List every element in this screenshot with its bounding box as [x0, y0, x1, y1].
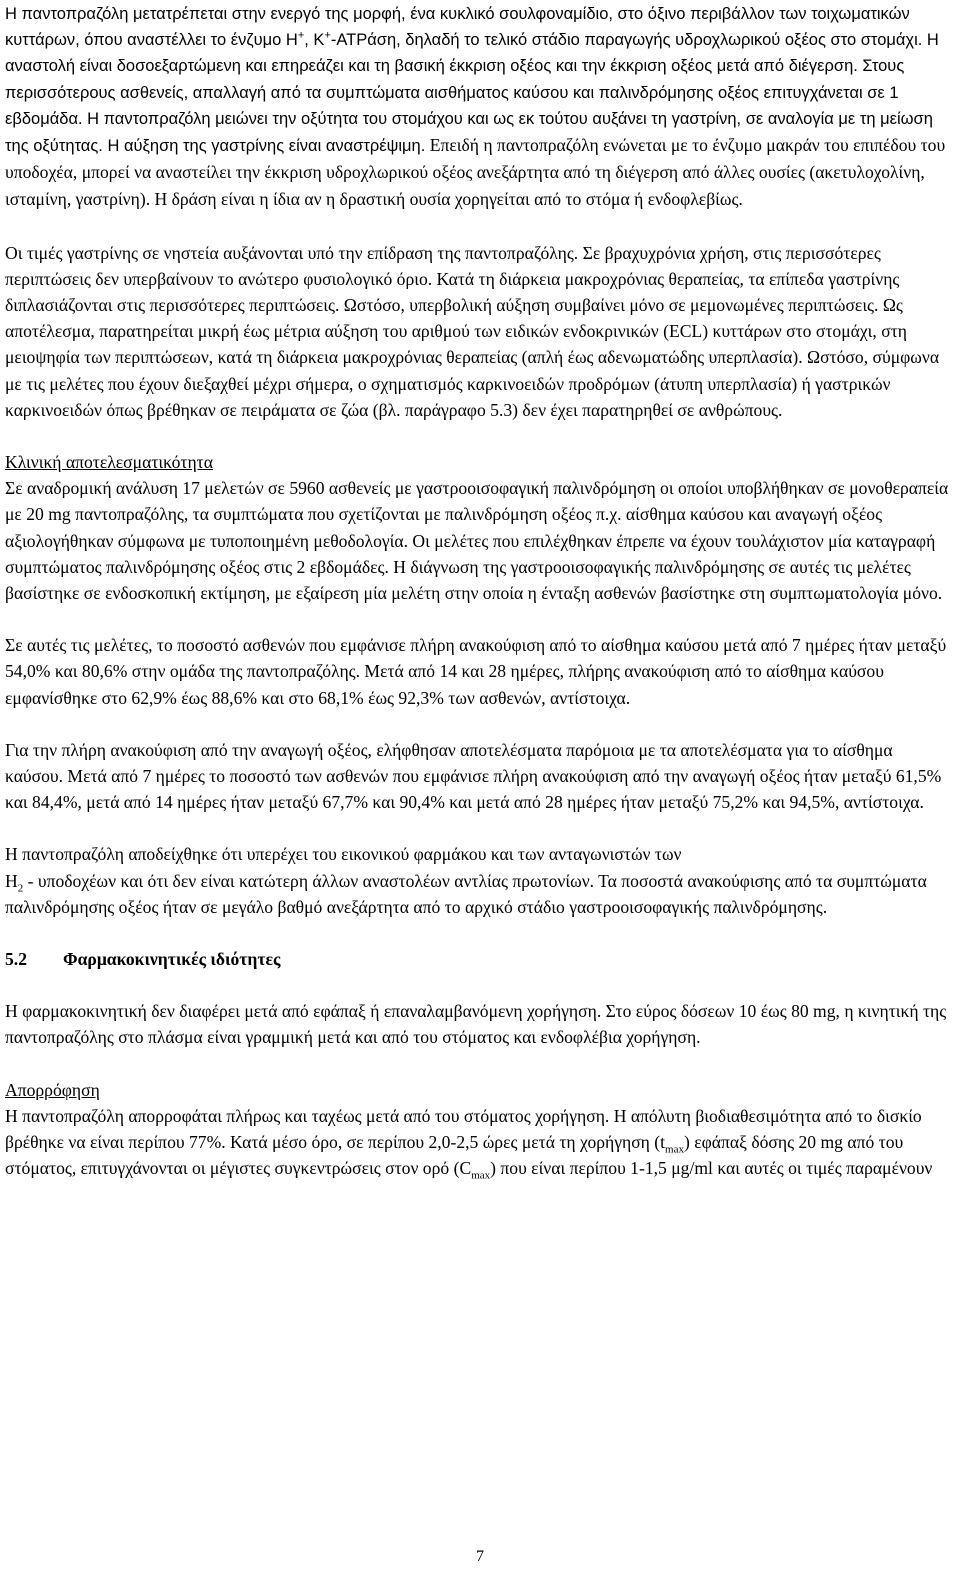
text-segment: Η παντοπραζόλη απορροφάται πλήρως και ταχέως μετά από του στόματος χορήγηση. Η απόλυτη βιοδιαθεσιμότητα από το δισκίο βρέθηκε να είναι περίπου 77%. Κατά μέσο όρο, σε περίπου 2,0-2,5 ώρες μετά τη χορήγηση (t — [5, 1105, 922, 1152]
comparison-paragraph — [5, 841, 953, 920]
subscript: 2 — [17, 882, 24, 895]
section-number: 5.2 — [5, 949, 27, 970]
text-segment: Επειδή η παντοπραζόλη ενώνεται με το ένζυμο μακράν του επιπέδου του υποδοχέα, μπορεί να αναστείλει την έκκριση υδροχλωρικού οξέος ανεξάρτητα από τη διέγερση από άλλες ουσίες (ακετυλοχολίνη, ισταμίνη, γαστρίνη). Η δράση είναι η ίδια αν η δραστική ουσία χορηγείται από το στόμα ή ενδοφλεβίως. — [5, 135, 946, 210]
absorption-heading: Απορρόφηση — [5, 1079, 100, 1100]
section-title: Φαρμακοκινητικές ιδιότητες — [63, 949, 281, 970]
superscript: + — [297, 29, 305, 42]
text-segment: Η παντοπραζόλη μετατρέπεται στην ενεργό της μορφή, ένα κυκλικό σουλφοναμίδιο, στο όξινο περιβάλλον των τοιχωματικών κυττάρων, όπου αναστέλλει το ένζυμο Η — [5, 5, 910, 50]
clinical-efficacy-paragraph: Σε αναδρομική ανάλυση 17 μελετών σε 5960 ασθενείς με γαστροοισοφαγική παλινδρόμηση οι οποίοι υποβλήθηκαν σε μονοθεραπεία με 20 mg παντοπραζόλης, τα συμπτώματα που σχετίζονται με παλινδρόμηση οξέος π.χ. αίσθημα καύσου και αναγωγή οξέος αξιολογήθηκαν σύμφωνα με τυποποιημένη μεθοδολογία. Οι μελέτες που επιλέχθηκαν έπρεπε να έχουν τουλάχιστον μία καταγραφή συμπτώματος παλινδρόμησης οξέος στις 2 εβδομάδες. Η διάγνωση της γαστροοισοφαγικής παλινδρόμησης σε αυτές τις μελέτες βασίστηκε σε ενδοσκοπική εκτίμηση, με εξαίρεση μία μελέτη στην οποία η ένταξη ασθενών βασίστηκε στη συμπτωματολογία μόνο. — [5, 478, 949, 604]
subscript: max — [471, 1169, 491, 1182]
gastrin-paragraph: Οι τιμές γαστρίνης σε νηστεία αυξάνονται υπό την επίδραση της παντοπραζόλης. Σε βραχυχρόνια χρήση, στις περισσότερες περιπτώσεις δεν υπερβαίνουν το ανώτερο φυσιολογικό όριο. Κατά τη διάρκεια μακροχρόνιας θεραπείας, τα επίπεδα γαστρίνης διπλασιάζονται στις περισσότερες περιπτώσεις. Ωστόσο, υπερβολική αύξηση συμβαίνει μόνο σε μεμονωμένες περιπτώσεις. Ως αποτέλεσμα, παρατηρείται μικρή έως μέτρια αύξηση του αριθμού των ειδικών ενδοκρινικών (ECL) κυττάρων στο στομάχι, στη μειοψηφία των περιπτώσεων, κατά τη διάρκεια μακροχρόνιας θεραπείας (απλή έως αδενωματώδης υπερπλασία). Ωστόσο, σύμφωνα με τις μελέτες που έχουν διεξαχθεί μέχρι σήμερα, ο σχηματισμός καρκινοειδών προδρόμων (άτυπη υπερπλασία) ή γαστρικών καρκινοειδών όπως βρέθηκαν σε πειράματα σε ζώα (βλ. παράγραφο 5.3) δεν έχει παρατηρηθεί σε ανθρώπους. — [5, 242, 940, 420]
text-segment: -ΑΤΡάση, δηλαδή το τελικό στάδιο παραγωγής υδροχλωρικού οξέος στο στομάχι. Η αναστολή είναι δοσοεξαρτώμενη και επηρεάζει και τη βασική έκκριση οξέος και την έκκριση οξέος μετά από διέγερση. Στους περισσότερους ασθενείς, απαλλαγή από τα συμπτώματα αισθήματος καύσου και παλινδρόμησης οξέος επιτυγχάνεται σε 1 εβδομάδα. Η παντοπραζόλη μειώνει την οξύτητα του στομάχου και ως εκ τούτου αυξάνει τη γαστρίνη, σε αναλογία με τη μείωση της οξύτητας. Η αύξηση της γαστρίνης είναι αναστρέψιμη. — [5, 31, 939, 156]
pharmacokinetics-paragraph: Η φαρμακοκινητική δεν διαφέρει μετά από εφάπαξ ή επαναλαμβανόμενη χορήγηση. Στο εύρος δόσεων 10 έως 80 mg, η κινητική της παντοπραζόλης στο πλάσμα είναι γραμμική μετά και από του στόματος και ενδοφλέβια χορήγηση. — [5, 1001, 947, 1048]
text-segment: Η παντοπραζόλη αποδείχθηκε ότι υπερέχει του εικονικού φαρμάκου και των ανταγωνιστών των — [5, 844, 682, 865]
clinical-efficacy-heading: Κλινική αποτελεσματικότητα — [5, 452, 213, 473]
text-segment: - υποδοχέων και ότι δεν είναι κατώτερη άλλων αναστολέων αντλίας πρωτονίων. Τα ποσοστά ανακούφισης από τα συμπτώματα παλινδρόμησης οξέος ήταν σε μεγάλο βαθμό ανεξάρτητα από το αρχικό στάδιο γαστροοισοφαγικής παλινδρόμησης. — [5, 870, 927, 917]
page-number: 7 — [476, 1548, 484, 1565]
regurgitation-relief-paragraph: Για την πλήρη ανακούφιση από την αναγωγή οξέος, ελήφθησαν αποτελέσματα παρόμοια με τα αποτελέσματα για το αίσθημα καύσου. Μετά από 7 ημέρες το ποσοστό των ασθενών που εμφάνισε πλήρη ανακούφιση από την αναγωγή οξέος ήταν μεταξύ 61,5% και 84,4%, μετά από 14 ημέρες ήταν μεταξύ 67,7% και 90,4% και μετά από 28 ημέρες ήταν μεταξύ 75,2% και 94,5%, αντίστοιχα. — [5, 739, 942, 813]
absorption-paragraph — [5, 1103, 953, 1182]
text-segment: , Κ — [304, 31, 325, 50]
heartburn-relief-paragraph: Σε αυτές τις μελέτες, το ποσοστό ασθενών που εμφάνισε πλήρη ανακούφιση από το αίσθημα καύσου μετά από 7 ημέρες ήταν μεταξύ 54,0% και 80,6% στην ομάδα της παντοπραζόλης. Μετά από 14 και 28 ημέρες, πλήρης ανακούφιση από το αίσθημα καύσου εμφανίσθηκε στο 62,9% έως 88,6% και στο 68,1% έως 92,3% των ασθενών, αντίστοιχα. — [5, 635, 947, 708]
text-segment: ) εφάπαξ δόσης 20 mg από του στόματος, επιτυγχάνονται οι μέγιστες συγκεντρώσεις στον ορό (C — [5, 1131, 904, 1179]
subscript: max — [665, 1143, 684, 1156]
superscript: + — [324, 29, 331, 42]
text-segment: Η — [5, 870, 18, 891]
section-heading — [5, 946, 953, 972]
document-page — [5, 0, 953, 1181]
text-segment: ) που είναι περίπου 1-1,5 μg/ml και αυτές οι τιμές παραμένουν — [490, 1158, 933, 1179]
pharmacodynamics-paragraph — [5, 1, 953, 214]
